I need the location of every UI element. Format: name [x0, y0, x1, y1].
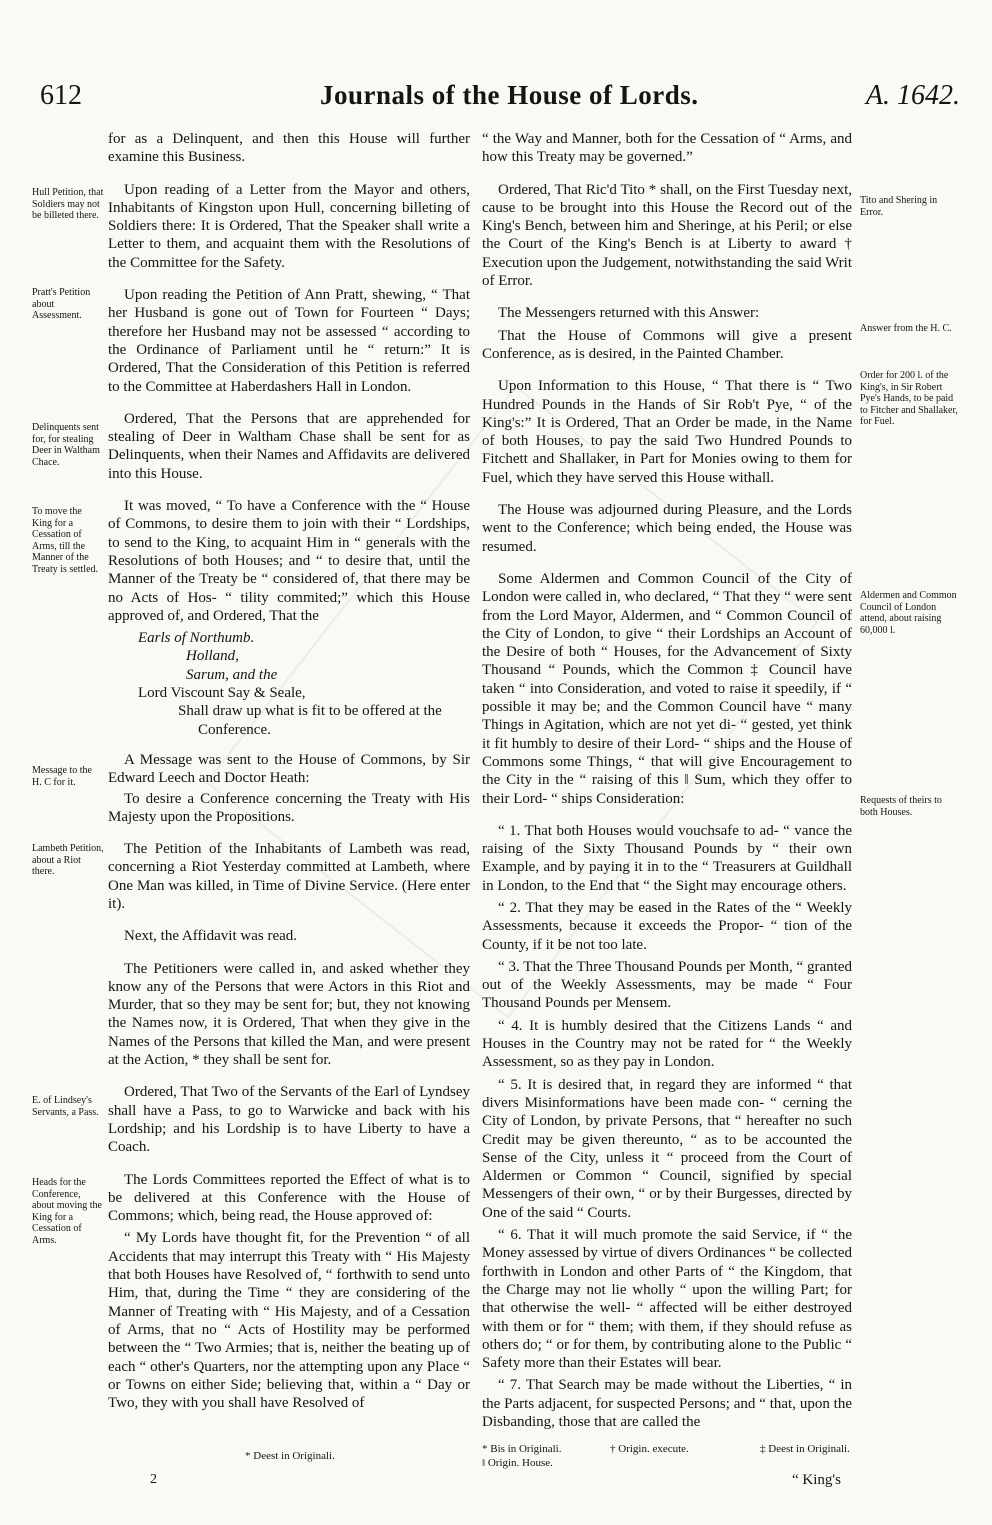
margin-note-aldermen: Aldermen and Common Council of London attend, about raising 60,000 l. — [860, 590, 957, 636]
committee-names — [108, 629, 470, 739]
margin-note-hull: Hull Petition, that Soldiers may not be billeted there. — [32, 187, 104, 221]
names-earls: Earls of Northumb. — [138, 630, 255, 647]
paragraph: Ordered, That Ric'd Tito * shall, on the First Tuesday next, cause to be brought into this House the Record out of the King's Bench, between him and Sheringe, at his Peril; or else the Court of the King's Bench is at Liberty to award † Execution upon the Judgement, notwithstanding the said Writ of Error. — [482, 181, 852, 290]
running-header — [40, 80, 960, 120]
paragraph: Upon reading the Petition of Ann Pratt, shewing, “ That her Husband is gone out of Town for Fourteen “ Days; therefore her Husband may not be assessed “ according to the Ordinance of Parliament until he “ return:” It is Ordered, That the Consideration of this Petition is referred to the Committee at Haberdashers Hall in London. — [108, 287, 470, 395]
footnote-deest: ‡ Deest in Originali. — [760, 1443, 850, 1455]
paragraph: It was moved, “ To have a Conference with the “ House of Commons, to desire them to join with their “ Lordships, to send to the King, to acquaint Him in “ generals with the Resolutions of both Houses; and “ to desire that, until the Manner of the Treaty be “ considered of, that there may be no Acts of Hos- “ tility commited;” which this House approved of, and Ordered, That the — [108, 498, 470, 624]
signature-mark: 2 — [150, 1472, 157, 1487]
paragraph: “ 2. That they may be eased in the Rates of the “ Weekly Assessments, because it exceeds the Propor- “ tion of the County, if it be not too late. — [482, 899, 852, 953]
paragraph: Upon Information to this House, “ That there is “ Two Hundred Pounds in the Hands of Sir Rob't Pye, “ of the King's:” It is Ordered, That an Order be made, in the Name of both Houses, to pay the said Two Hundred Pounds to Fitchett and Shallaker, in Part for Monies owing to them for Fuel, which they have served this House withall. — [482, 378, 852, 486]
margin-note-lambeth: Lambeth Petition, about a Riot there. — [32, 843, 104, 877]
margin-note-answer: Answer from the H. C. — [860, 323, 952, 334]
paragraph: “ My Lords have thought fit, for the Prevention “ of all Accidents that may interrupt this Treaty with “ His Majesty that both Houses have Resolved of, “ forthwith to send unto Him, that, during the Time “ they are considering of the Manner of Treating with “ His Majesty, and of a Cessation of Arms, that no “ Acts of Hostility may be performed between the “ Two Armies; that is, neither the beating up of each “ other's Quarters, nor the attempting upon any Place “ or Towns on either Side; believing that, within a “ Day or Two, they with you shall have Resolved of — [108, 1230, 470, 1412]
names-draw-2: Conference. — [198, 721, 271, 738]
paragraph: Some Aldermen and Common Council of the City of London were called in, who declared, “ That they “ were sent from the Lord Mayor, Aldermen, and “ Common Council of the City of London, to give “ their Lordships an Account of the Desire of both “ Houses, for the Advancement of Sixty Thousand “ Pounds, which the Common ‡ Council have taken “ into Consideration, and voted to raise it speedily, if “ possible it may be; and the Common Council have “ many Things in Agitation, which are not yet di- “ gested, yet think it fit humbly to desire of their Lord- “ ships and the House of Commons some Things, “ that will give Encouragement to the City in the “ raising of this ‖ Sum, which they offer to their Lord- “ ships Consideration: — [482, 570, 852, 807]
footnote-execute: † Origin. execute. — [610, 1443, 689, 1455]
paragraph: The Messengers returned with this Answer: — [498, 305, 760, 322]
margin-note-tito: Tito and Shering in Error. — [860, 195, 938, 218]
paragraph: The House was adjourned during Pleasure, and the Lords went to the Conference; which being ended, the House was resumed. — [482, 502, 852, 555]
margin-note-delinquents: Delinquents sent for, for stealing Deer in Waltham Chace. — [32, 422, 100, 468]
page-number: 612 — [40, 80, 82, 111]
margin-note-heads: Heads for the Conference, about moving the King for a Cessation of Arms. — [32, 1177, 102, 1246]
left-column — [108, 130, 470, 1426]
names-holland: Holland, — [186, 648, 239, 665]
margin-note-cessation: To move the King for a Cessation of Arms, till the Manner of the Treaty is settled. — [32, 506, 99, 575]
paragraph: Ordered, That Two of the Servants of the Earl of Lyndsey shall have a Pass, to go to Warwicke and back with his Lordship; and his Lordship is to have Liberty to have a Coach. — [108, 1084, 470, 1156]
margin-note-order-200: Order for 200 l. of the King's, in Sir Robert Pye's Hands, to be paid to Fitcher and Shallaker, for Fuel. — [860, 370, 958, 427]
names-draw: Shall draw up what is fit to be offered at the — [178, 703, 442, 720]
paragraph: The Lords Committees reported the Effect of what is to be delivered at this Conference with the House of Commons; which, being read, the House approved of: — [108, 1171, 470, 1225]
paragraph: The Petitioners were called in, and asked whether they know any of the Persons that were Actors in this Riot and Murder, that so they may be sent for; but, they not knowing the Names now, it is Ordered, That when they give in the Names of the Persons that killed the Man, and were present at the Action, * they shall be sent for. — [108, 960, 470, 1069]
paragraph: “ 7. That Search may be made without the Liberties, “ in the Parts adjacent, for suspected Persons; and “ that, upon the Disbanding, those that are called the — [482, 1377, 852, 1430]
margin-note-requests: Requests of theirs to both Houses. — [860, 795, 942, 818]
names-viscount: Lord Viscount Say & Seale, — [138, 685, 306, 702]
paragraph: “ 5. It is desired that, in regard they are informed “ that divers Misinformations have been made con- “ cerning the City of London, by private Persons, that “ hereafter no such Credit may be given thereunto, “ as to be accounted the Sense of the City, unless it “ proceed from the Court of Aldermen or Common “ Council, signified by special Messengers of their own, “ or by their Burgesses, directed by One of the said “ Courts. — [482, 1076, 852, 1221]
paragraph: “ 1. That both Houses would vouchsafe to ad- “ vance the raising of the Sixty Thousand Pounds by “ their own Example, and by paying it in to the “ Treasurers at Guildhall in London, to the End that “ the Sight may encourage others. — [482, 822, 852, 894]
footnote-left: * Deest in Originali. — [245, 1450, 335, 1462]
margin-note-lindsey: E. of Lindsey's Servants, a Pass. — [32, 1095, 99, 1118]
paragraph: Upon reading of a Letter from the Mayor and others, Inhabitants of Kingston upon Hull, concerning billeting of Soldiers there: It is Ordered, That the Speaker shall write a Letter to them, and acquaint them with the Resolutions of the Committee for the Safety. — [108, 181, 470, 271]
footnote-house: ‖ Origin. House. — [482, 1457, 553, 1469]
margin-note-pratt: Pratt's Petition about Assessment. — [32, 287, 91, 321]
catchword: “ King's — [792, 1472, 841, 1488]
page-year: A. 1642. — [865, 80, 960, 111]
right-column — [482, 130, 852, 1435]
page-title: Journals of the House of Lords. — [320, 80, 699, 110]
paragraph: “ the Way and Manner, both for the Cessation of “ Arms, and how this Treaty may be governed.” — [482, 131, 852, 166]
footnote-bis: * Bis in Originali. — [482, 1443, 562, 1455]
paragraph: The Petition of the Inhabitants of Lambeth was read, concerning a Riot Yesterday committed at Lambeth, where One Man was killed, in Time of Divine Service. (Here enter it). — [108, 841, 470, 912]
paragraph: A Message was sent to the House of Commons, by Sir Edward Leech and Doctor Heath: — [108, 751, 470, 787]
paragraph: “ 6. That it will much promote the said Service, if “ the Money assessed by virtue of divers Ordinances “ be collected forthwith in London and other Parts of “ the Kingdom, that the Charge may not lie wholly “ upon the willing Part; for that otherwise the well- “ affected will be either destroyed with them or for “ them; with them, if they should refuse as others do; “ or for them, by contributing alone to the Public “ Safety more than their Estates will bear. — [482, 1227, 852, 1372]
paragraph: for as a Delinquent, and then this House will further examine this Business. — [108, 131, 470, 166]
paragraph: “ 4. It is humbly desired that the Citizens Lands “ and Houses in the Country may not be rated for “ the Weekly Assessment, so as they pay in London. — [482, 1017, 852, 1071]
paragraph: To desire a Conference concerning the Treaty with His Majesty upon the Propositions. — [108, 790, 470, 825]
margin-note-message: Message to the H. C for it. — [32, 765, 92, 788]
paragraph: Next, the Affidavit was read. — [124, 928, 298, 945]
paragraph: “ 3. That the Three Thousand Pounds per Month, “ granted out of the Weekly Assessments, may be made “ Four Thousand Pounds per Mensem. — [482, 958, 852, 1012]
paragraph: Ordered, That the Persons that are apprehended for stealing of Deer in Waltham Chase shall be sent for as Delinquents, when their Names and Affidavits are delivered into this House. — [108, 410, 470, 482]
paragraph: That the House of Commons will give a present Conference, as is desired, in the Painted Chamber. — [482, 327, 852, 362]
names-sarum: Sarum, and the — [186, 666, 278, 683]
